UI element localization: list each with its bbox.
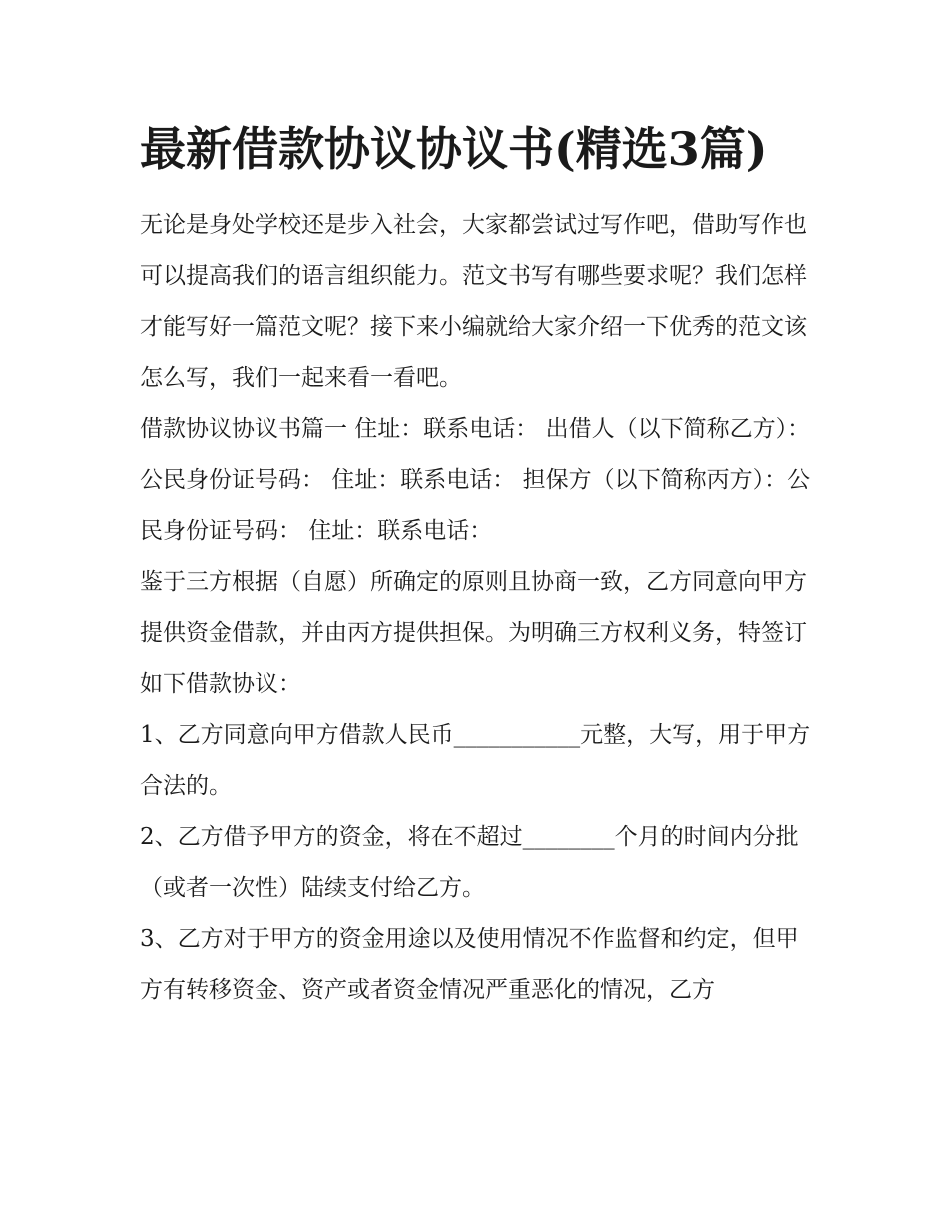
parties-paragraph: 借款协议协议书篇一 住址：联系电话： 出借人（以下简称乙方）：公民身份证号码： 住址：联系电话： 担保方（以下简称丙方）：公民身份证号码： 住址：联系电话： <box>140 416 811 544</box>
document-body <box>140 108 820 1016</box>
intro-paragraph: 无论是身处学校还是步入社会，大家都尝试过写作吧，借助写作也可以提高我们的语言组织能力。范文书写有哪些要求呢？我们怎样才能写好一篇范文呢？接下来小编就给大家介绍一下优秀的范文该怎么写，我们一起来看一看吧。 <box>140 212 807 391</box>
document-title: 最新借款协议协议书(精选3篇) <box>140 122 768 176</box>
preamble-paragraph: 鉴于三方根据（自愿）所确定的原则且协商一致，乙方同意向甲方提供资金借款，并由丙方提供担保。为明确三方权利义务，特签订如下借款协议： <box>140 569 807 697</box>
clause-2: 2、乙方借予甲方的资金，将在不超过________个月的时间内分批（或者一次性）陆续支付给乙方。 <box>140 824 799 901</box>
clause-1: 1、乙方同意向甲方借款人民币___________元整，大写，用于甲方合法的。 <box>140 722 811 799</box>
clause-3: 3、乙方对于甲方的资金用途以及使用情况不作监督和约定，但甲方有转移资金、资产或者资金情况严重恶化的情况，乙方 <box>140 926 799 1003</box>
